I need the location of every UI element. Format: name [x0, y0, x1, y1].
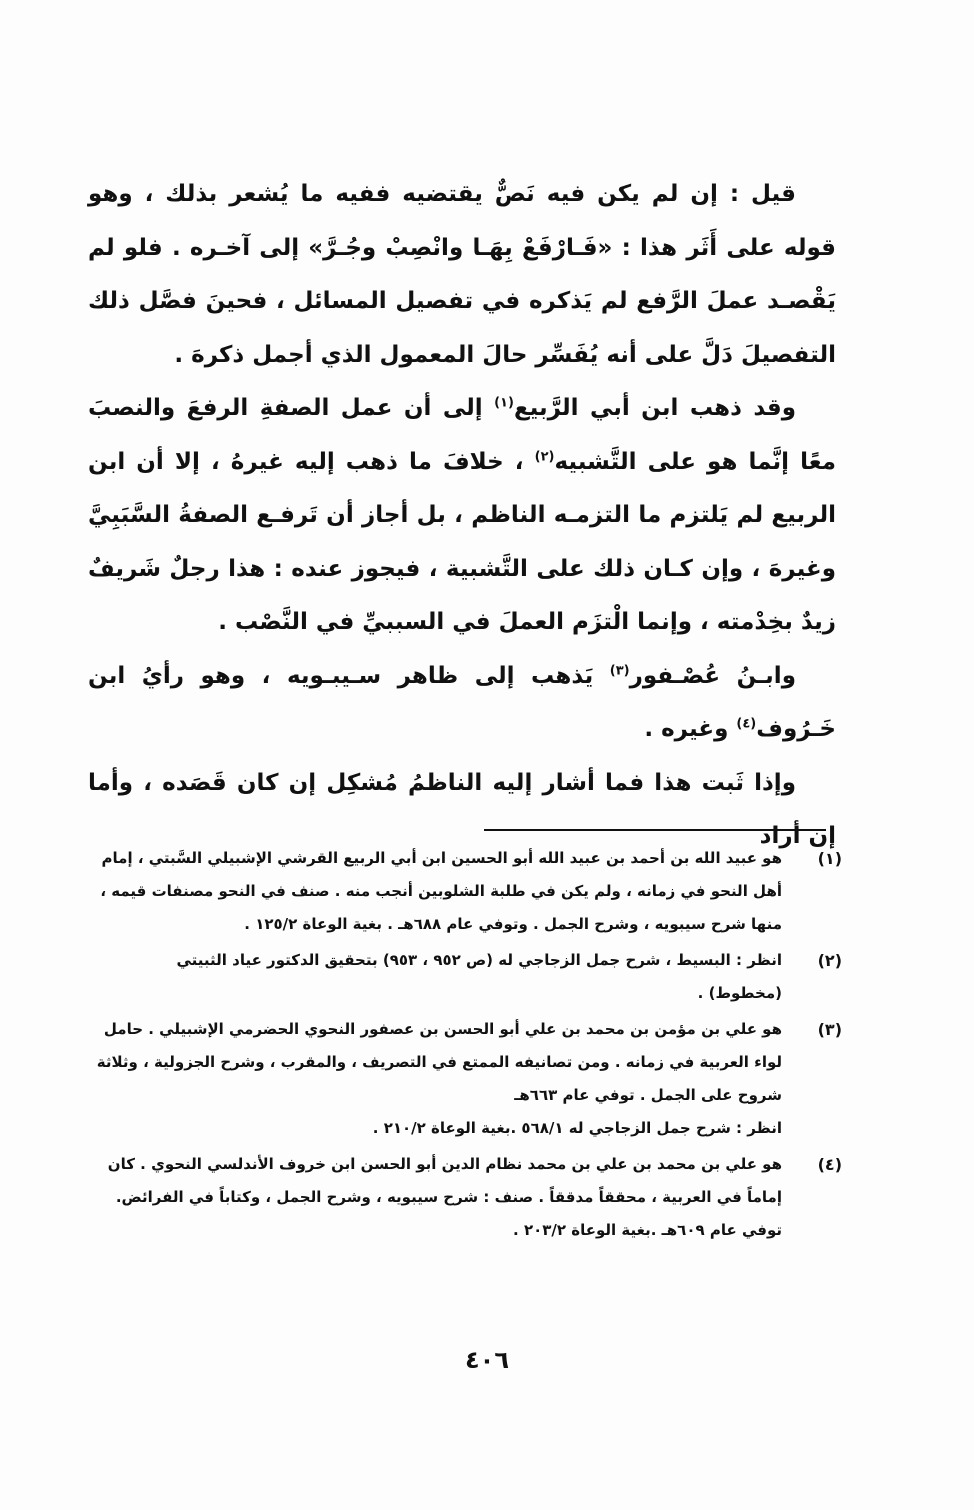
paragraph-3-text-middle: يَذهب إلى ظاهر سـيبـويه ، وهو رأيُ ابن خَـرُوف [88, 662, 836, 742]
footnote-line: (مخطوط) . [697, 984, 782, 1002]
paragraph-1-text: قيل : إن لم يكن فيه نَصٌّ يقتضيه ففيه ما يُشعر بذلك ، وهو قوله على أَثَر هذا : «فَـارْفَعْ بِهَـا وانْصِبْ وجُـرَّ» إلى آخـره . فلو لم يَقْصـد عملَ الرَّفع لم يَذكره في تفصيل المسائل ، فحينَ فصَّل ذلك التفصيلَ دَلَّ على أنه يُفَسِّر حالَ المعمول الذي أجمل ذكرهَ . [88, 181, 836, 368]
footnote-line: هو علي بن مؤمن بن محمد بن علي أبو الحسن بن عصفور النحوي الحضرمي الإشبيلي . حامل [103, 1020, 782, 1038]
paragraph-1 [88, 168, 836, 382]
paragraph-2-text-middle: إلى أن عمل الصفةِ الرفعَ والنصبَ معًا إنَّما هو على التَّشبيه [88, 395, 836, 475]
paragraph-2 [88, 382, 836, 650]
paragraph-3-text-end: وغيره . [644, 716, 737, 742]
page-number: ٤٠٦ [465, 1346, 509, 1374]
footnote-text [88, 842, 782, 941]
footnotes [88, 842, 842, 1247]
main-text [88, 168, 836, 864]
footnote-line: توفي عام ٦٠٩هـ .بغية الوعاة ٢٠٣/٢ . [513, 1221, 782, 1239]
footnote-ref-2: (٢) [534, 448, 555, 464]
footnote-number: (٤) [817, 1155, 842, 1174]
footnote-3 [88, 1013, 842, 1145]
paragraph-2-text-end: ، خلافَ ما ذهب إليه غيرهُ ، إلا أن ابن الربيع لم يَلتزم ما التزمـه الناظم ، بل أجاز أن تَرفـع الصفةُ السَّبَبِيَّ وغيرهَ ، وإن كـان ذلك على التَّشبية ، فيجوز عنده : هذا رجلٌ شَريفٌ زيدٌ بخِدْمته ، وإنما الْتزَم العملَ في السببيِّ في النَّصْب . [88, 448, 836, 635]
footnote-ref-1: (١) [494, 395, 514, 411]
footnote-line: هو علي بن محمد بن علي بن محمد نظام الدين أبو الحسن ابن خروف الأندلسي النحوي . كان [107, 1155, 782, 1173]
footnote-line: انظر : البسيط ، شرح جمل الزجاجي له (ص ٩٥٢ ، ٩٥٣) بتحقيق الدكتور عياد الثبيتي [176, 951, 782, 969]
footnote-ref-3: (٣) [609, 662, 630, 678]
footnote-number: (١) [817, 849, 842, 868]
footnote-line: انظر : شرح جمل الزجاجي له ٥٦٨/١ .بغية الوعاة ٢١٠/٢ . [372, 1119, 782, 1137]
footnote-number: (٢) [817, 951, 842, 970]
footnote-text [88, 1148, 782, 1247]
footnote-1 [88, 842, 842, 941]
paragraph-4-text: وإذا ثَبت هذا فما أشار إليه الناظمُ مُشكِل إن كان قَصَده ، وأما إن أراد [88, 769, 836, 849]
footnote-line: شروح على الجمل . توفي عام ٦٦٣هـ [514, 1086, 782, 1104]
footnote-2 [88, 944, 842, 1010]
footnote-text [88, 944, 782, 1010]
paragraph-3-text-start: وابـنُ عُصْـفور [629, 662, 796, 689]
footnote-line: هو عبيد الله بن أحمد بن عبيد الله أبو الحسين ابن أبي الربيع القرشي الإشبيلي السَّبتي ، إمام [101, 849, 782, 867]
footnote-line: لواء العربية في زمانه . ومن تصانيفه الممتع في التصريف ، والمقرب ، وشرح الجزولية ، وثلاثة [96, 1053, 782, 1071]
footnote-line: إماماً في العربية ، محققاً مدققاً . صنف : شرح سيبويه ، وشرح الجمل ، وكتاباً في الفرائض. [115, 1188, 782, 1206]
footnote-line: أهل النحو في زمانه ، ولم يكن في طلبة الشلوبين أنجب منه . صنف في النحو مصنفات قيمه ، [100, 882, 782, 900]
paragraph-2-text-start: وقد ذهب ابن أبي الرَّبيع [513, 395, 796, 421]
paragraph-3 [88, 650, 836, 757]
footnote-ref-4: (٤) [736, 716, 757, 732]
footnote-4 [88, 1148, 842, 1247]
footnote-separator [484, 829, 826, 831]
footnote-text [88, 1013, 782, 1145]
footnote-number: (٣) [817, 1020, 842, 1039]
footnote-line: منها شرح سيبويه ، وشرح الجمل . وتوفي عام ٦٨٨هـ . بغية الوعاة ١٢٥/٢ . [244, 915, 782, 933]
